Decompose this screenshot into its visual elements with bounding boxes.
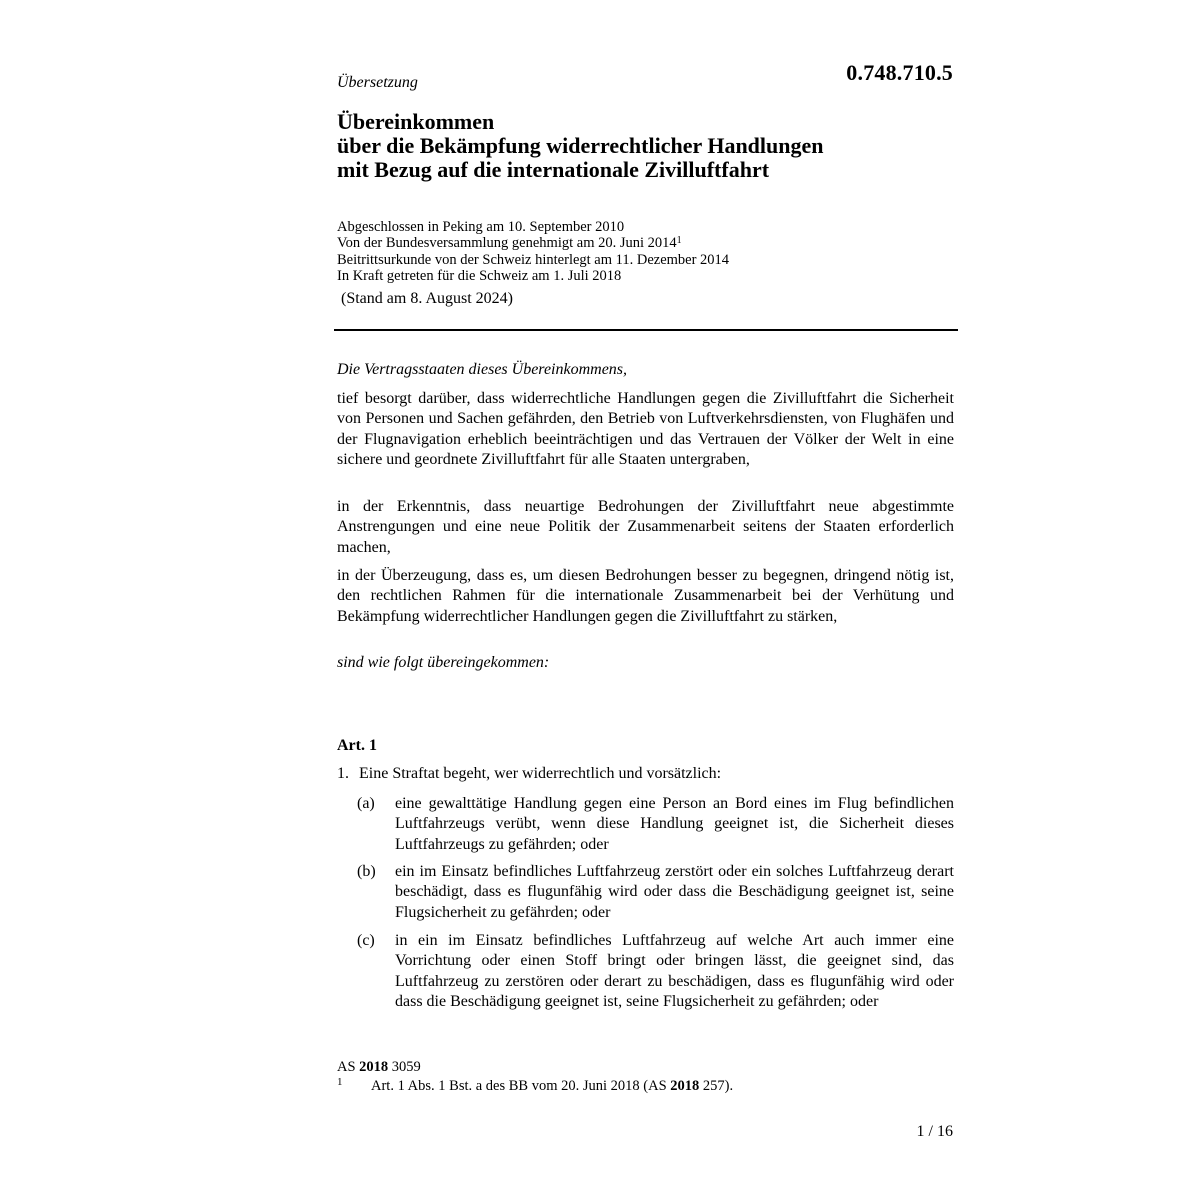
preamble-intro: Die Vertragsstaaten dieses Übereinkommens, <box>337 361 628 378</box>
item-text: ein im Einsatz befindliches Luftfahrzeug zerstört oder ein solches Luftfahrzeug derart beschädigt, dass es flugunfähig wird oder dass die Beschädigung geeignet ist, seine Flugsicherheit zu gefährden; oder <box>395 863 954 921</box>
paragraph-number: 1. <box>337 765 349 782</box>
footnote-prefix: Art. 1 Abs. 1 Bst. a des BB vom 20. Juni 2018 (AS <box>371 1078 667 1094</box>
as-page: 3059 <box>391 1059 421 1075</box>
item-text: eine gewalttätige Handlung gegen eine Person an Bord eines im Flug befindlichen Luftfahrzeugs verübt, wenn diese Handlung geeignet ist, die Sicherheit dieses Luftfahrzeugs zu gefährden; oder <box>395 795 954 853</box>
preamble-paragraph: in der Erkenntnis, dass neuartige Bedrohungen der Zivilluftfahrt neue abgestimmte Anstrengungen und eine neue Politik der Zusammenarbeit seitens der Staaten erforderlich machen, <box>337 498 954 556</box>
title-line: Übereinkommen <box>337 109 495 134</box>
footnote-suffix: 257). <box>702 1078 734 1094</box>
meta-approved <box>337 235 729 251</box>
as-year: 2018 <box>359 1059 389 1075</box>
page-number: 1 / 16 <box>916 1123 953 1140</box>
title-line: mit Bezug auf die internationale Zivilluftfahrt <box>337 157 770 182</box>
item-label: (b) <box>357 863 376 880</box>
preamble-closing: sind wie folgt übereingekommen: <box>337 654 550 671</box>
item-label: (c) <box>357 932 375 949</box>
as-prefix: AS <box>337 1059 356 1075</box>
footnote-text <box>371 1078 733 1095</box>
official-compilation-reference <box>337 1059 421 1076</box>
footnote-year: 2018 <box>670 1078 700 1094</box>
sr-number: 0.748.710.5 <box>846 60 953 85</box>
paragraph-intro-text: Eine Straftat begeht, wer widerrechtlich und vorsätzlich: <box>359 765 722 782</box>
document-title <box>337 110 947 182</box>
document-metadata <box>337 219 729 285</box>
header-divider <box>334 329 958 331</box>
status-date: (Stand am 8. August 2024) <box>341 290 513 307</box>
document-page <box>337 0 957 1200</box>
article-paragraph-intro <box>337 765 721 783</box>
preamble-paragraph: tief besorgt darüber, dass widerrechtliche Handlungen gegen die Zivilluftfahrt die Sicherheit von Personen und Sachen gefährden, den Betrieb von Luftverkehrsdiensten, von Flughäfen und der Flugnavigation erheblich beeinträchtigen und das Vertrauen der Völker der Welt in eine sichere und geordnete Zivilluftfahrt für alle Staaten untergraben, <box>337 390 954 468</box>
meta-deposited: Beitrittsurkunde von der Schweiz hinterlegt am 11. Dezember 2014 <box>337 251 730 268</box>
meta-approved-text: Von der Bundesversammlung genehmigt am 20. Juni 2014 <box>337 235 677 252</box>
translation-label: Übersetzung <box>337 74 418 91</box>
item-text: in ein im Einsatz befindliches Luftfahrzeug auf welche Art auch immer eine Vorrichtung oder einen Stoff bringt oder bringen lässt, die geeignet sind, das Luftfahrzeug zu zerstören oder derart zu beschädigen, dass es flugunfähig wird oder dass die Beschädigung geeignet ist, seine Flugsicherheit zu gefährden; oder <box>395 932 954 1010</box>
preamble-paragraph: in der Überzeugung, dass es, um diesen Bedrohungen besser zu begegnen, dringend nötig ist, den rechtlichen Rahmen für die internationale Zusammenarbeit bei der Verhütung und Bekämpfung widerrechtlicher Handlungen gegen die Zivilluftfahrt zu stärken, <box>337 567 954 625</box>
meta-in-force: In Kraft getreten für die Schweiz am 1. Juli 2018 <box>337 268 622 285</box>
footnote-mark: 1 <box>337 1076 343 1088</box>
item-label: (a) <box>357 795 375 812</box>
meta-concluded: Abgeschlossen in Peking am 10. September 2010 <box>337 219 625 235</box>
footnote-ref[interactable]: 1 <box>676 235 682 247</box>
article-heading: Art. 1 <box>337 737 377 754</box>
title-line: über die Bekämpfung widerrechtlicher Handlungen <box>337 133 824 158</box>
